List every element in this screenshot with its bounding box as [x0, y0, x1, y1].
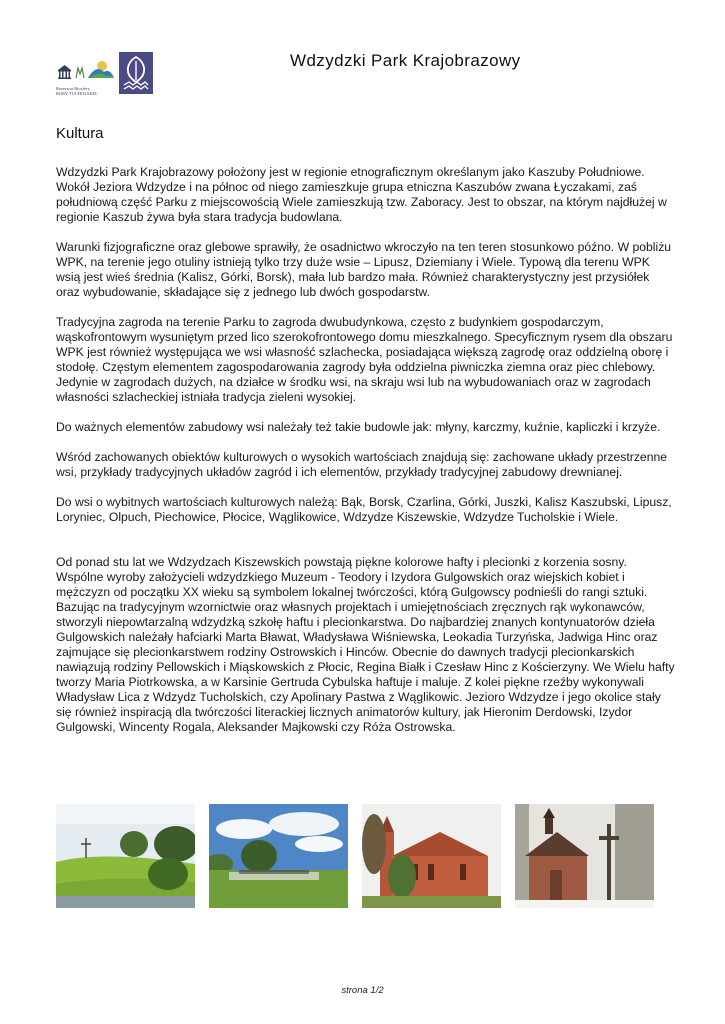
document-title: Wdzydzki Park Krajobrazowy [290, 51, 521, 70]
biosphere-reserve-logo [56, 56, 116, 96]
photo-strip [56, 804, 656, 908]
biosphere-line1: Rezerwat Biosfery [56, 86, 90, 91]
paragraph: Wdzydzki Park Krajobrazowy położony jest w regionie etnograficznym określanym jako Kaszuby Południowe. Wokół Jeziora Wdzydze i na północ od niego zamieszkuje grupa etniczna Kaszubów zwana Łyczakami, zaś południową część Parku z miejscowością Wiele zamieszkują tzw. Zaboracy. Jest to obszar, na którym najdłużej w regionie Kaszub żywa była stara tradycja budowlana. [56, 165, 667, 224]
brick-church-photo [362, 804, 501, 908]
paragraph: Warunki fizjograficzne oraz glebowe sprawiły, że osadnictwo wkroczyło na ten teren stosunkowo późno. W pobliżu WPK, na terenie jego otuliny istnieją tylko trzy duże wsie – Lipusz, Dziemiany i Wiele. Typową dla terenu WPK wsią jest wieś średnia (Kalisz, Górki, Borsk), mała lub bardzo mała. Również charakterystyczny jest przysiółek oraz wybudowanie, składające się z jednego lub dwóch gospodarstw. [56, 240, 672, 299]
paragraph: Do ważnych elementów zabudowy wsi należały też takie budowle jak: młyny, karczmy, kuźnie, kapliczki i krzyże. [56, 420, 661, 434]
content-body [56, 165, 676, 750]
biosphere-line2: BORY TUCHOLSKIE [56, 91, 98, 96]
outdoor-gathering-photo [209, 804, 348, 908]
paragraph: Wśród zachowanych obiektów kulturowych o wysokich wartościach znajdują się: zachowane układy przestrzenne wsi, przykłady tradycyjnych układów zagród i ich elementów, przykłady tradycyjnej zabudowy drewnianej. [56, 450, 668, 479]
section-title: Kultura [56, 125, 104, 142]
paragraph: Tradycyjna zagroda na terenie Parku to zagroda dwubudynkowa, często z budynkiem gospodarczym, wąskofrontowym wysuniętym przed lico szerokofrontowego domu mieszkalnego. Specyficznym rysem dla obszaru WPK jest również występująca we wsi własność szlachecka, posiadająca większą zagrodę oraz oddzielną oborę i stodołę. Częstym elementem zagospodarowania zagrody była oddzielna piwniczka ziemna oraz piec chlebowy. Jedynie w zagrodach dużych, na działce w środku wsi, na skraju wsi lub na wybudowaniach oraz w zagrodach własności szlacheckiej istniała tradycja zieleni wysokiej. [56, 315, 673, 404]
park-logo [119, 52, 153, 94]
paragraph: Do wsi o wybitnych wartościach kulturowych należą: Bąk, Borsk, Czarlina, Górki, Juszki, Kalisz Kaszubski, Lipusz, Loryniec, Olpuch, Piechowice, Płocice, Wąglikowice, Wdzydze Kiszewskie, Wdzydze Tucholskie i Wiele. [56, 495, 672, 524]
page-number: strona 1/2 [341, 985, 384, 996]
wooden-chapel-photo [515, 804, 654, 908]
logos [56, 52, 156, 100]
page-header [0, 0, 725, 110]
paragraph: Od ponad stu lat we Wdzydzach Kiszewskich powstają piękne kolorowe hafty i plecionki z korzenia sosny. Wspólne wyroby założycieli wdzydzkiego Muzeum - Teodory i Izydora Gulgowskich oraz wiejskich kobiet i mężczyzn od początku XX wieku są symbolem lokalnej twórczości, którą Gulgowscy podnieśli do rangi sztuki. Bazując na tradycyjnym wzornictwie oraz własnych projektach i umiejętnościach zręcznych rąk wykonawców, stworzyli niepowtarzalną wdzydzką szkołę haftu i plecionkarstwa. Do najbardziej znanych kontynuatorów dzieła Gulgowskich należały hafciarki Marta Bławat, Władysława Wiśniewska, Leokadia Turzyńska, Jadwiga Hinc oraz zajmujące się plecionkarstwem rodziny Ostrowskich i Hinców. Obecnie do dawnych tradycji plecionkarskich nawiązują rodziny Pellowskich i Miąskowskich z Płocic, Regina Białk i Czesław Hinc z Kościerzyny. We Wielu hafty tworzy Maria Piotrkowska, a w Karsinie Gertruda Cybulska haftuje i maluje. Z kolei piękne rzeźby wykonywali Władysław Lica z Wdzydz Tucholskich, czy Apolinary Pastwa z Wąglikowic. Jezioro Wdzydze i jego okolice stały się również inspiracją dla twórczości literackiej licznych animatorów kultury, jak Hieronim Derdowski, Izydor Gulgowski, Wincenty Rogala, Aleksander Majkowski czy Róża Ostrowska. [56, 555, 675, 734]
hill-cross-photo [56, 804, 195, 908]
